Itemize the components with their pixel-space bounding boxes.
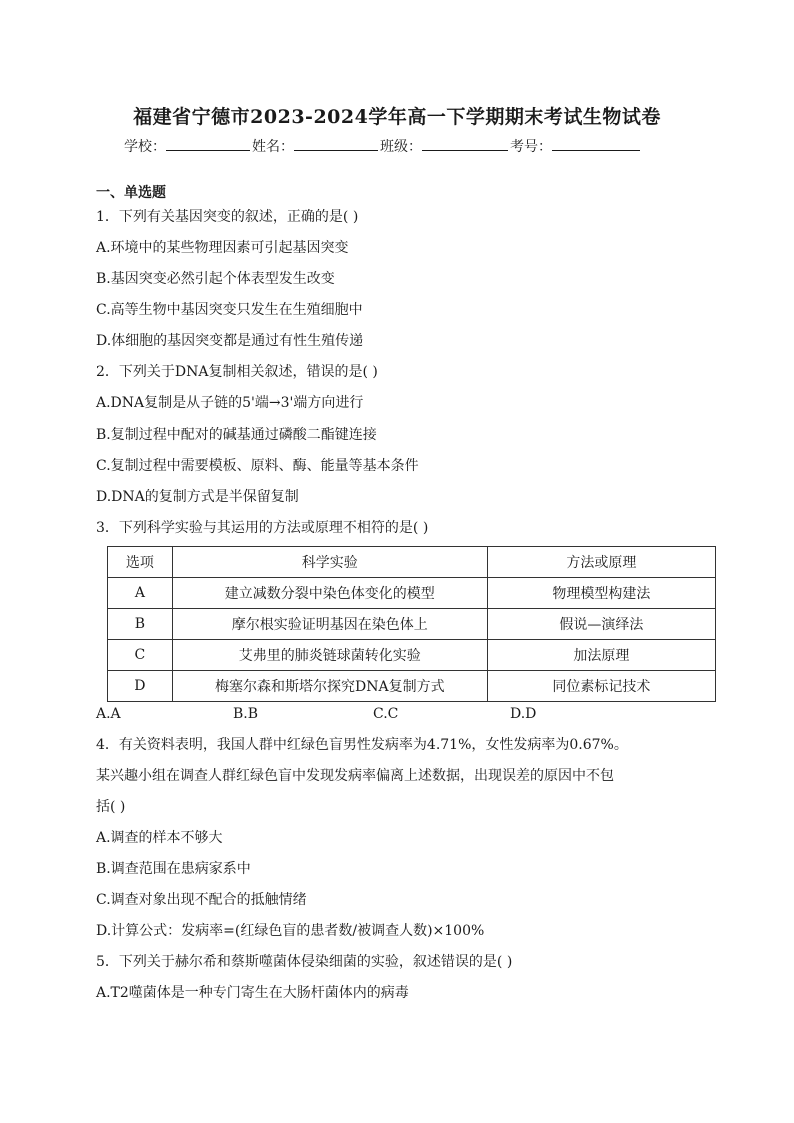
question-3-option-a: A.A — [96, 706, 121, 722]
question-3-stem: 3．下列科学实验与其运用的方法或原理不相符的是( ) — [96, 520, 429, 536]
question-4-option-d: D.计算公式：发病率=(红绿色盲的患者数/被调查人数)×100% — [96, 923, 485, 939]
question-4-option-c: C.调查对象出现不配合的抵触情绪 — [96, 892, 307, 908]
section-heading: 一、单选题 — [96, 185, 166, 201]
exam-title: 福建省宁德市2023-2024学年高一下学期期末考试生物试卷 — [133, 106, 661, 128]
exam-number-label: 考号： — [510, 139, 552, 155]
question-3-table — [107, 546, 716, 702]
school-blank[interactable] — [166, 136, 250, 151]
table-cell: 同位素标记技术 — [487, 671, 715, 702]
question-4-option-a: A.调查的样本不够大 — [96, 830, 223, 846]
table-cell: 艾弗里的肺炎链球菌转化实验 — [172, 640, 487, 671]
question-1-option-d: D.体细胞的基因突变都是通过有性生殖传递 — [96, 333, 364, 349]
table-cell: 摩尔根实验证明基因在染色体上 — [172, 609, 487, 640]
question-1-option-c: C.高等生物中基因突变只发生在生殖细胞中 — [96, 302, 363, 318]
table-header-cell: 选项 — [108, 547, 173, 578]
table-cell: A — [108, 578, 173, 609]
question-2-option-a: A.DNA复制是从子链的5'端→3'端方向进行 — [96, 395, 364, 411]
student-info-line — [124, 136, 642, 156]
question-2-option-c: C.复制过程中需要模板、原料、酶、能量等基本条件 — [96, 458, 419, 474]
question-4-stem-line-2: 某兴趣小组在调查人群红绿色盲中发现发病率偏离上述数据，出现误差的原因中不包 — [96, 768, 614, 784]
question-3-option-b: B.B — [233, 706, 259, 722]
table-row — [108, 609, 716, 640]
table-header-cell: 方法或原理 — [487, 547, 715, 578]
table-cell: C — [108, 640, 173, 671]
table-cell: 加法原理 — [487, 640, 715, 671]
question-1-option-a: A.环境中的某些物理因素可引起基因突变 — [96, 240, 349, 256]
question-4-option-b: B.调查范围在患病家系中 — [96, 861, 251, 877]
question-5-stem: 5．下列关于赫尔希和蔡斯噬菌体侵染细菌的实验，叙述错误的是( ) — [96, 954, 513, 970]
table-header-cell: 科学实验 — [172, 547, 487, 578]
question-3-option-d: D.D — [510, 706, 537, 722]
table-row — [108, 578, 716, 609]
class-blank[interactable] — [422, 136, 508, 151]
table-cell: B — [108, 609, 173, 640]
table-row — [108, 671, 716, 702]
question-5-option-a: A.T2噬菌体是一种专门寄生在大肠杆菌体内的病毒 — [96, 985, 409, 1001]
school-label: 学校： — [124, 139, 166, 155]
question-3-option-c: C.C — [373, 706, 399, 722]
question-2-option-d: D.DNA的复制方式是半保留复制 — [96, 489, 299, 505]
table-header-row — [108, 547, 716, 578]
question-4-stem-line-1: 4．有关资料表明，我国人群中红绿色盲男性发病率为4.71%，女性发病率为0.67%。 — [96, 737, 628, 753]
question-1-option-b: B.基因突变必然引起个体表型发生改变 — [96, 271, 335, 287]
question-2-option-b: B.复制过程中配对的碱基通过磷酸二酯键连接 — [96, 427, 377, 443]
question-4-stem-line-3: 括( ) — [96, 799, 126, 815]
table-cell: 梅塞尔森和斯塔尔探究DNA复制方式 — [172, 671, 487, 702]
table-cell: D — [108, 671, 173, 702]
table-row — [108, 640, 716, 671]
name-blank[interactable] — [294, 136, 378, 151]
name-label: 姓名： — [252, 139, 294, 155]
class-label: 班级： — [380, 139, 422, 155]
table-cell: 物理模型构建法 — [487, 578, 715, 609]
table-cell: 建立减数分裂中染色体变化的模型 — [172, 578, 487, 609]
exam-number-blank[interactable] — [552, 136, 640, 151]
question-2-stem: 2．下列关于DNA复制相关叙述，错误的是( ) — [96, 364, 378, 380]
question-1-stem: 1．下列有关基因突变的叙述，正确的是( ) — [96, 209, 359, 225]
table-cell: 假说—演绎法 — [487, 609, 715, 640]
